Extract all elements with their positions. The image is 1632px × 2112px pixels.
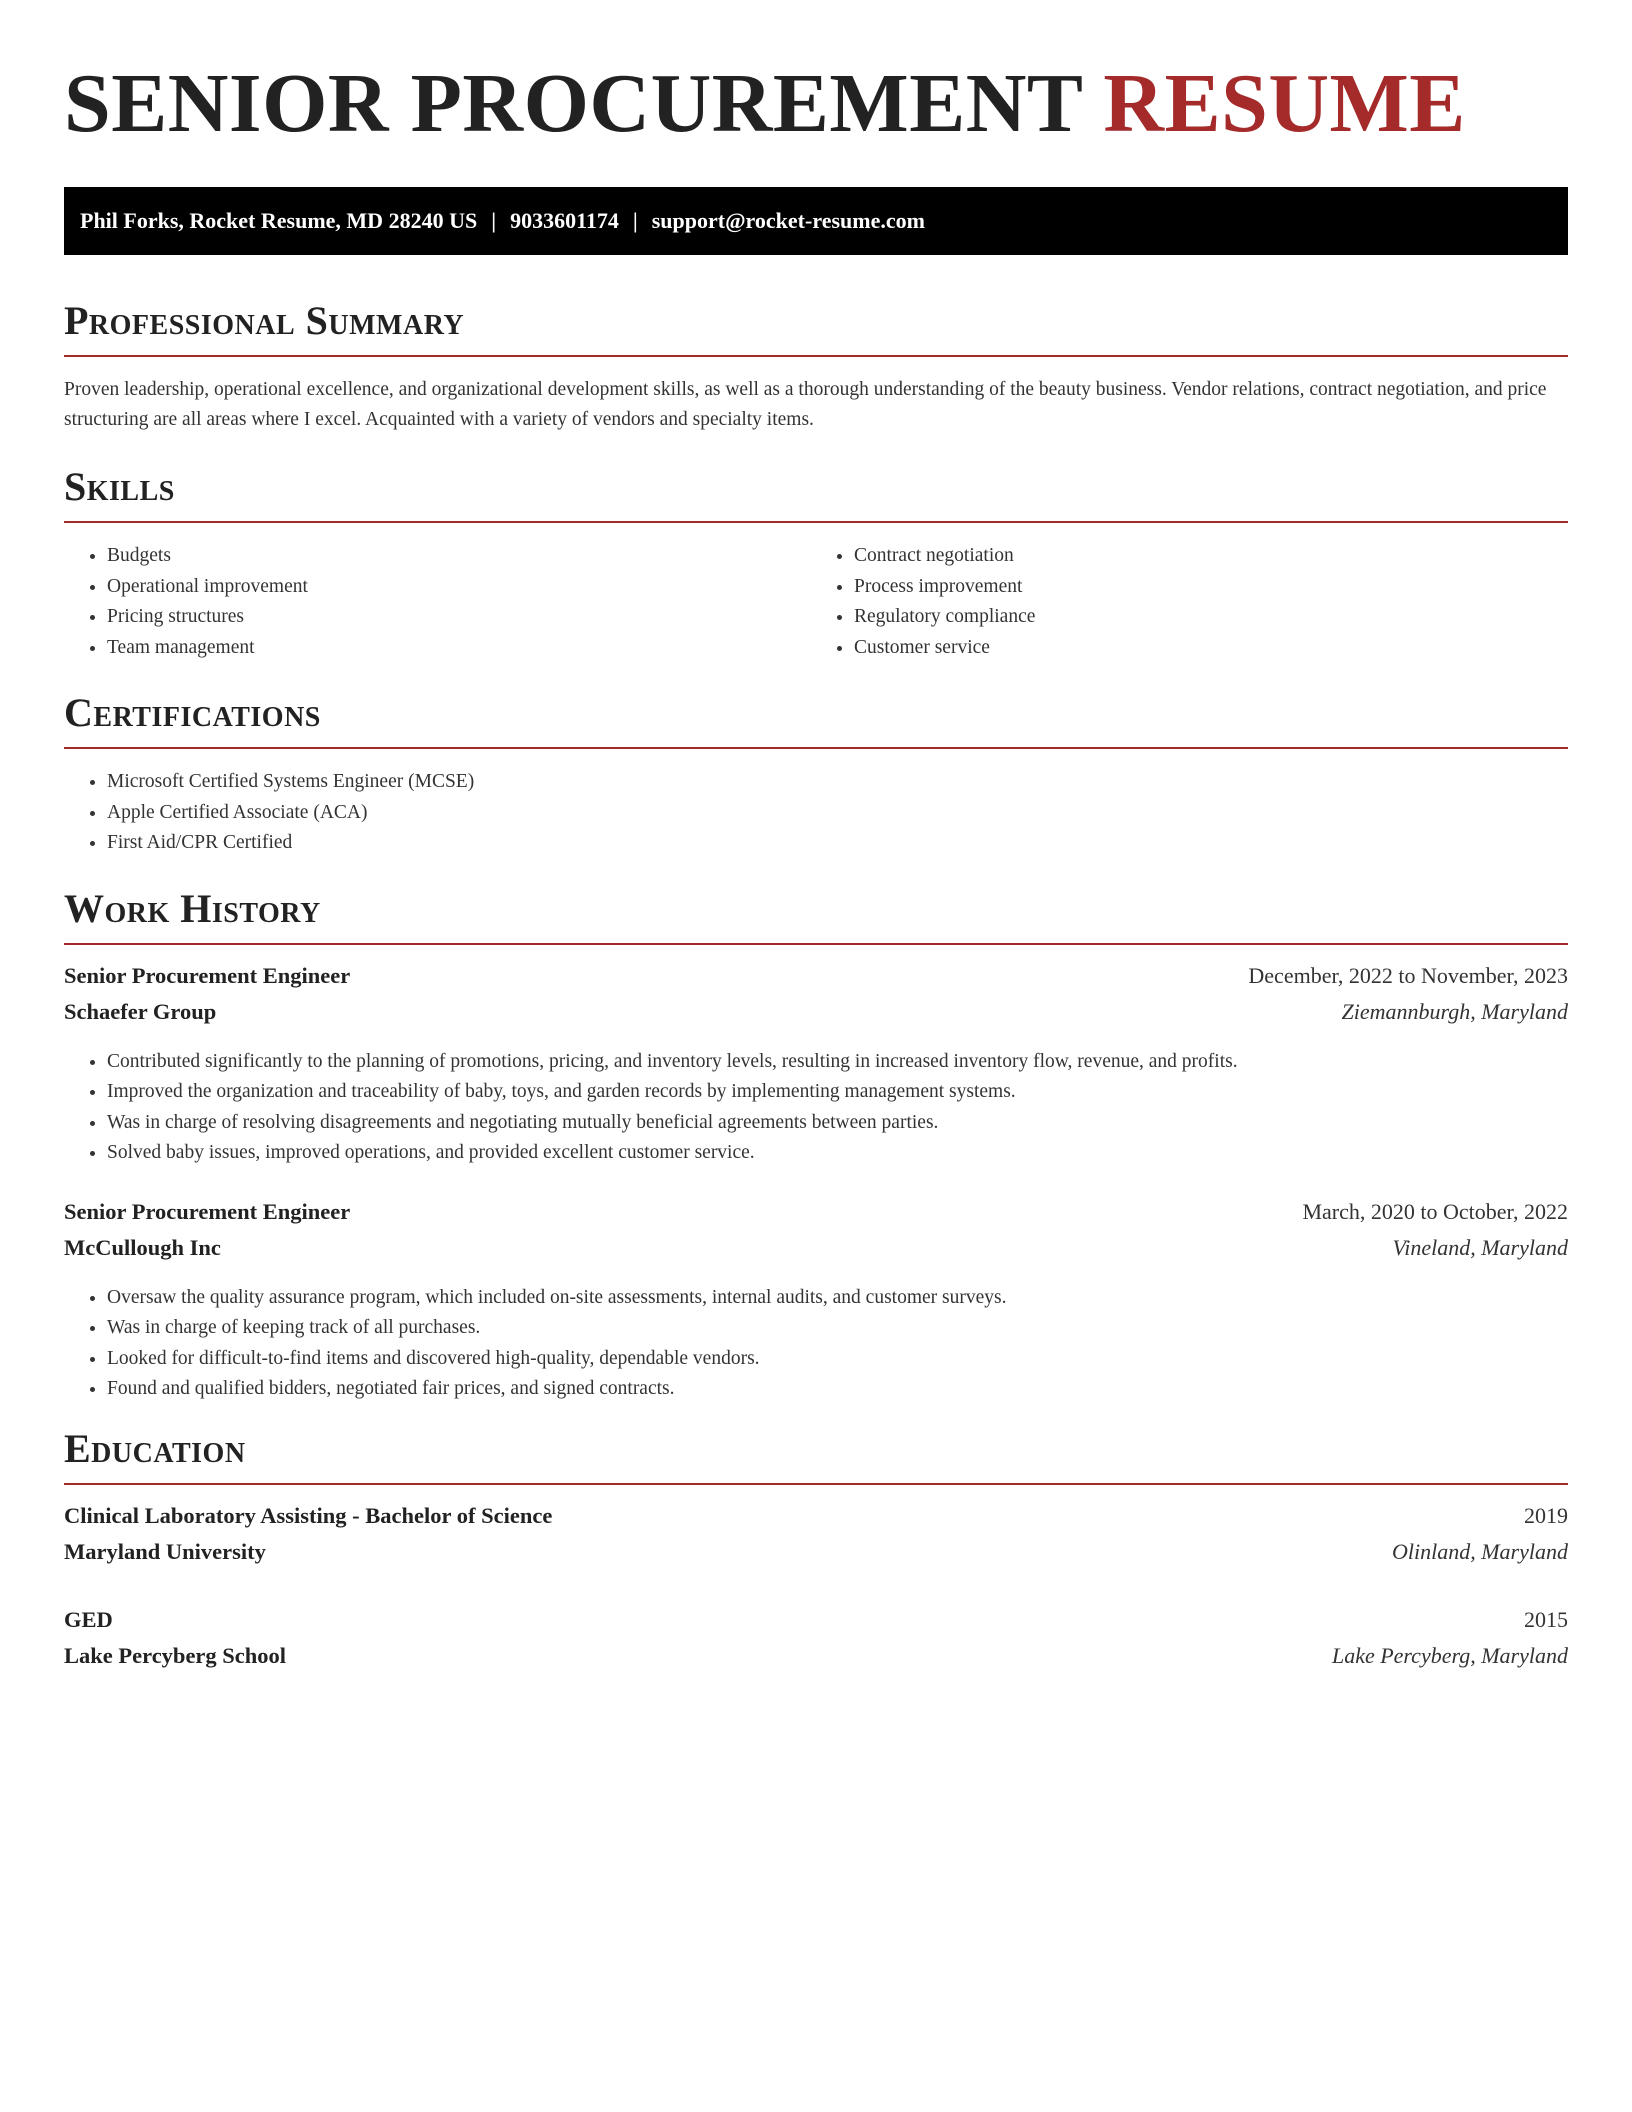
certifications-list [64, 767, 1568, 859]
education-location: Lake Percyberg, Maryland [1331, 1642, 1568, 1668]
job-bullet: • Oversaw the quality assurance program, which included on-site assessments, internal audits, and customer surveys. [107, 1283, 1568, 1314]
skills-list-left [64, 541, 816, 663]
contact-separator: | [632, 208, 638, 233]
certification-item: • Apple Certified Associate (ACA) [107, 798, 1568, 829]
job-bullet: • Was in charge of resolving disagreements and negotiating mutually beneficial agreements between parties. [107, 1108, 1568, 1139]
skill-item: • Team management [107, 633, 816, 664]
skills-grid [64, 541, 1568, 663]
job-title: Senior Procurement Engineer [64, 1198, 351, 1224]
certifications-section [64, 691, 1568, 859]
certification-item: • First Aid/CPR Certified [107, 828, 1568, 859]
resume-title [64, 56, 1568, 152]
skill-item: • Operational improvement [107, 572, 816, 603]
summary-heading: Professional Summary [64, 298, 465, 343]
contact-bar [64, 187, 1568, 255]
skill-item: • Process improvement [854, 572, 1568, 603]
certification-item: • Microsoft Certified Systems Engineer (MCSE) [107, 767, 1568, 798]
education-entry [64, 1607, 1568, 1679]
job-bullet: • Looked for difficult-to-find items and discovered high-quality, dependable vendors. [107, 1344, 1568, 1375]
job-location: Ziemannburgh, Maryland [1341, 998, 1568, 1024]
education-location: Olinland, Maryland [1392, 1538, 1568, 1564]
section-divider [64, 1483, 1568, 1485]
skill-item: • Budgets [107, 541, 816, 572]
title-main: SENIOR PROCUREMENT [64, 57, 1082, 150]
job-company-row [64, 1235, 1568, 1271]
job-bullet: • Found and qualified bidders, negotiated fair prices, and signed contracts. [107, 1374, 1568, 1405]
contact-address: Phil Forks, Rocket Resume, MD 28240 US [80, 208, 478, 233]
education-year: 2015 [1524, 1606, 1568, 1632]
skill-item: • Regulatory compliance [854, 602, 1568, 633]
education-degree-row [64, 1607, 1568, 1643]
job-entry [64, 963, 1568, 1169]
skill-item: • Contract negotiation [854, 541, 1568, 572]
job-entry [64, 1199, 1568, 1405]
job-bullets [64, 1283, 1568, 1405]
job-company: McCullough Inc [64, 1234, 221, 1260]
job-header-row [64, 963, 1568, 999]
contact-separator: | [491, 208, 497, 233]
education-school: Maryland University [64, 1538, 266, 1564]
education-degree: Clinical Laboratory Assisting - Bachelor of Science [64, 1502, 553, 1528]
education-degree: GED [64, 1606, 113, 1632]
skill-item: • Pricing structures [107, 602, 816, 633]
title-accent: RESUME [1103, 57, 1466, 150]
section-divider [64, 943, 1568, 945]
job-dates: March, 2020 to October, 2022 [1302, 1198, 1568, 1224]
skills-list-right [816, 541, 1568, 663]
summary-text: Proven leadership, operational excellence, and organizational development skills, as well as a thorough understanding of the beauty business. Vendor relations, contract negotiation, and price structuring are all areas where I excel. Acquainted with a variety of vendors and specialty items. [64, 379, 1547, 430]
education-entry [64, 1503, 1568, 1575]
job-title: Senior Procurement Engineer [64, 962, 351, 988]
education-school: Lake Percyberg School [64, 1642, 287, 1668]
job-location: Vineland, Maryland [1392, 1234, 1568, 1260]
skill-item: • Customer service [854, 633, 1568, 664]
job-bullets [64, 1047, 1568, 1169]
job-dates: December, 2022 to November, 2023 [1248, 962, 1568, 988]
education-heading: Education [64, 1425, 246, 1471]
contact-email: support@rocket-resume.com [651, 208, 925, 233]
skills-heading: Skills [64, 464, 175, 509]
certifications-heading: Certifications [64, 690, 321, 735]
section-divider [64, 355, 1568, 357]
education-school-row [64, 1539, 1568, 1575]
section-divider [64, 521, 1568, 523]
job-company-row [64, 999, 1568, 1035]
job-bullet: • Improved the organization and traceability of baby, toys, and garden records by implementing management systems. [107, 1077, 1568, 1108]
skills-section [64, 465, 1568, 663]
job-company: Schaefer Group [64, 998, 217, 1024]
summary-section [64, 299, 1568, 435]
education-school-row [64, 1643, 1568, 1679]
contact-phone: 9033601174 [510, 208, 619, 233]
job-bullet: • Solved baby issues, improved operations, and provided excellent customer service. [107, 1138, 1568, 1169]
job-bullet: • Was in charge of keeping track of all purchases. [107, 1313, 1568, 1344]
education-section [64, 1427, 1568, 1679]
job-header-row [64, 1199, 1568, 1235]
education-year: 2019 [1524, 1502, 1568, 1528]
section-divider [64, 747, 1568, 749]
work-history-heading: Work History [64, 885, 321, 931]
work-history-section [64, 887, 1568, 1405]
education-degree-row [64, 1503, 1568, 1539]
job-bullet: • Contributed significantly to the planning of promotions, pricing, and inventory levels, resulting in increased inventory flow, revenue, and profits. [107, 1047, 1568, 1078]
